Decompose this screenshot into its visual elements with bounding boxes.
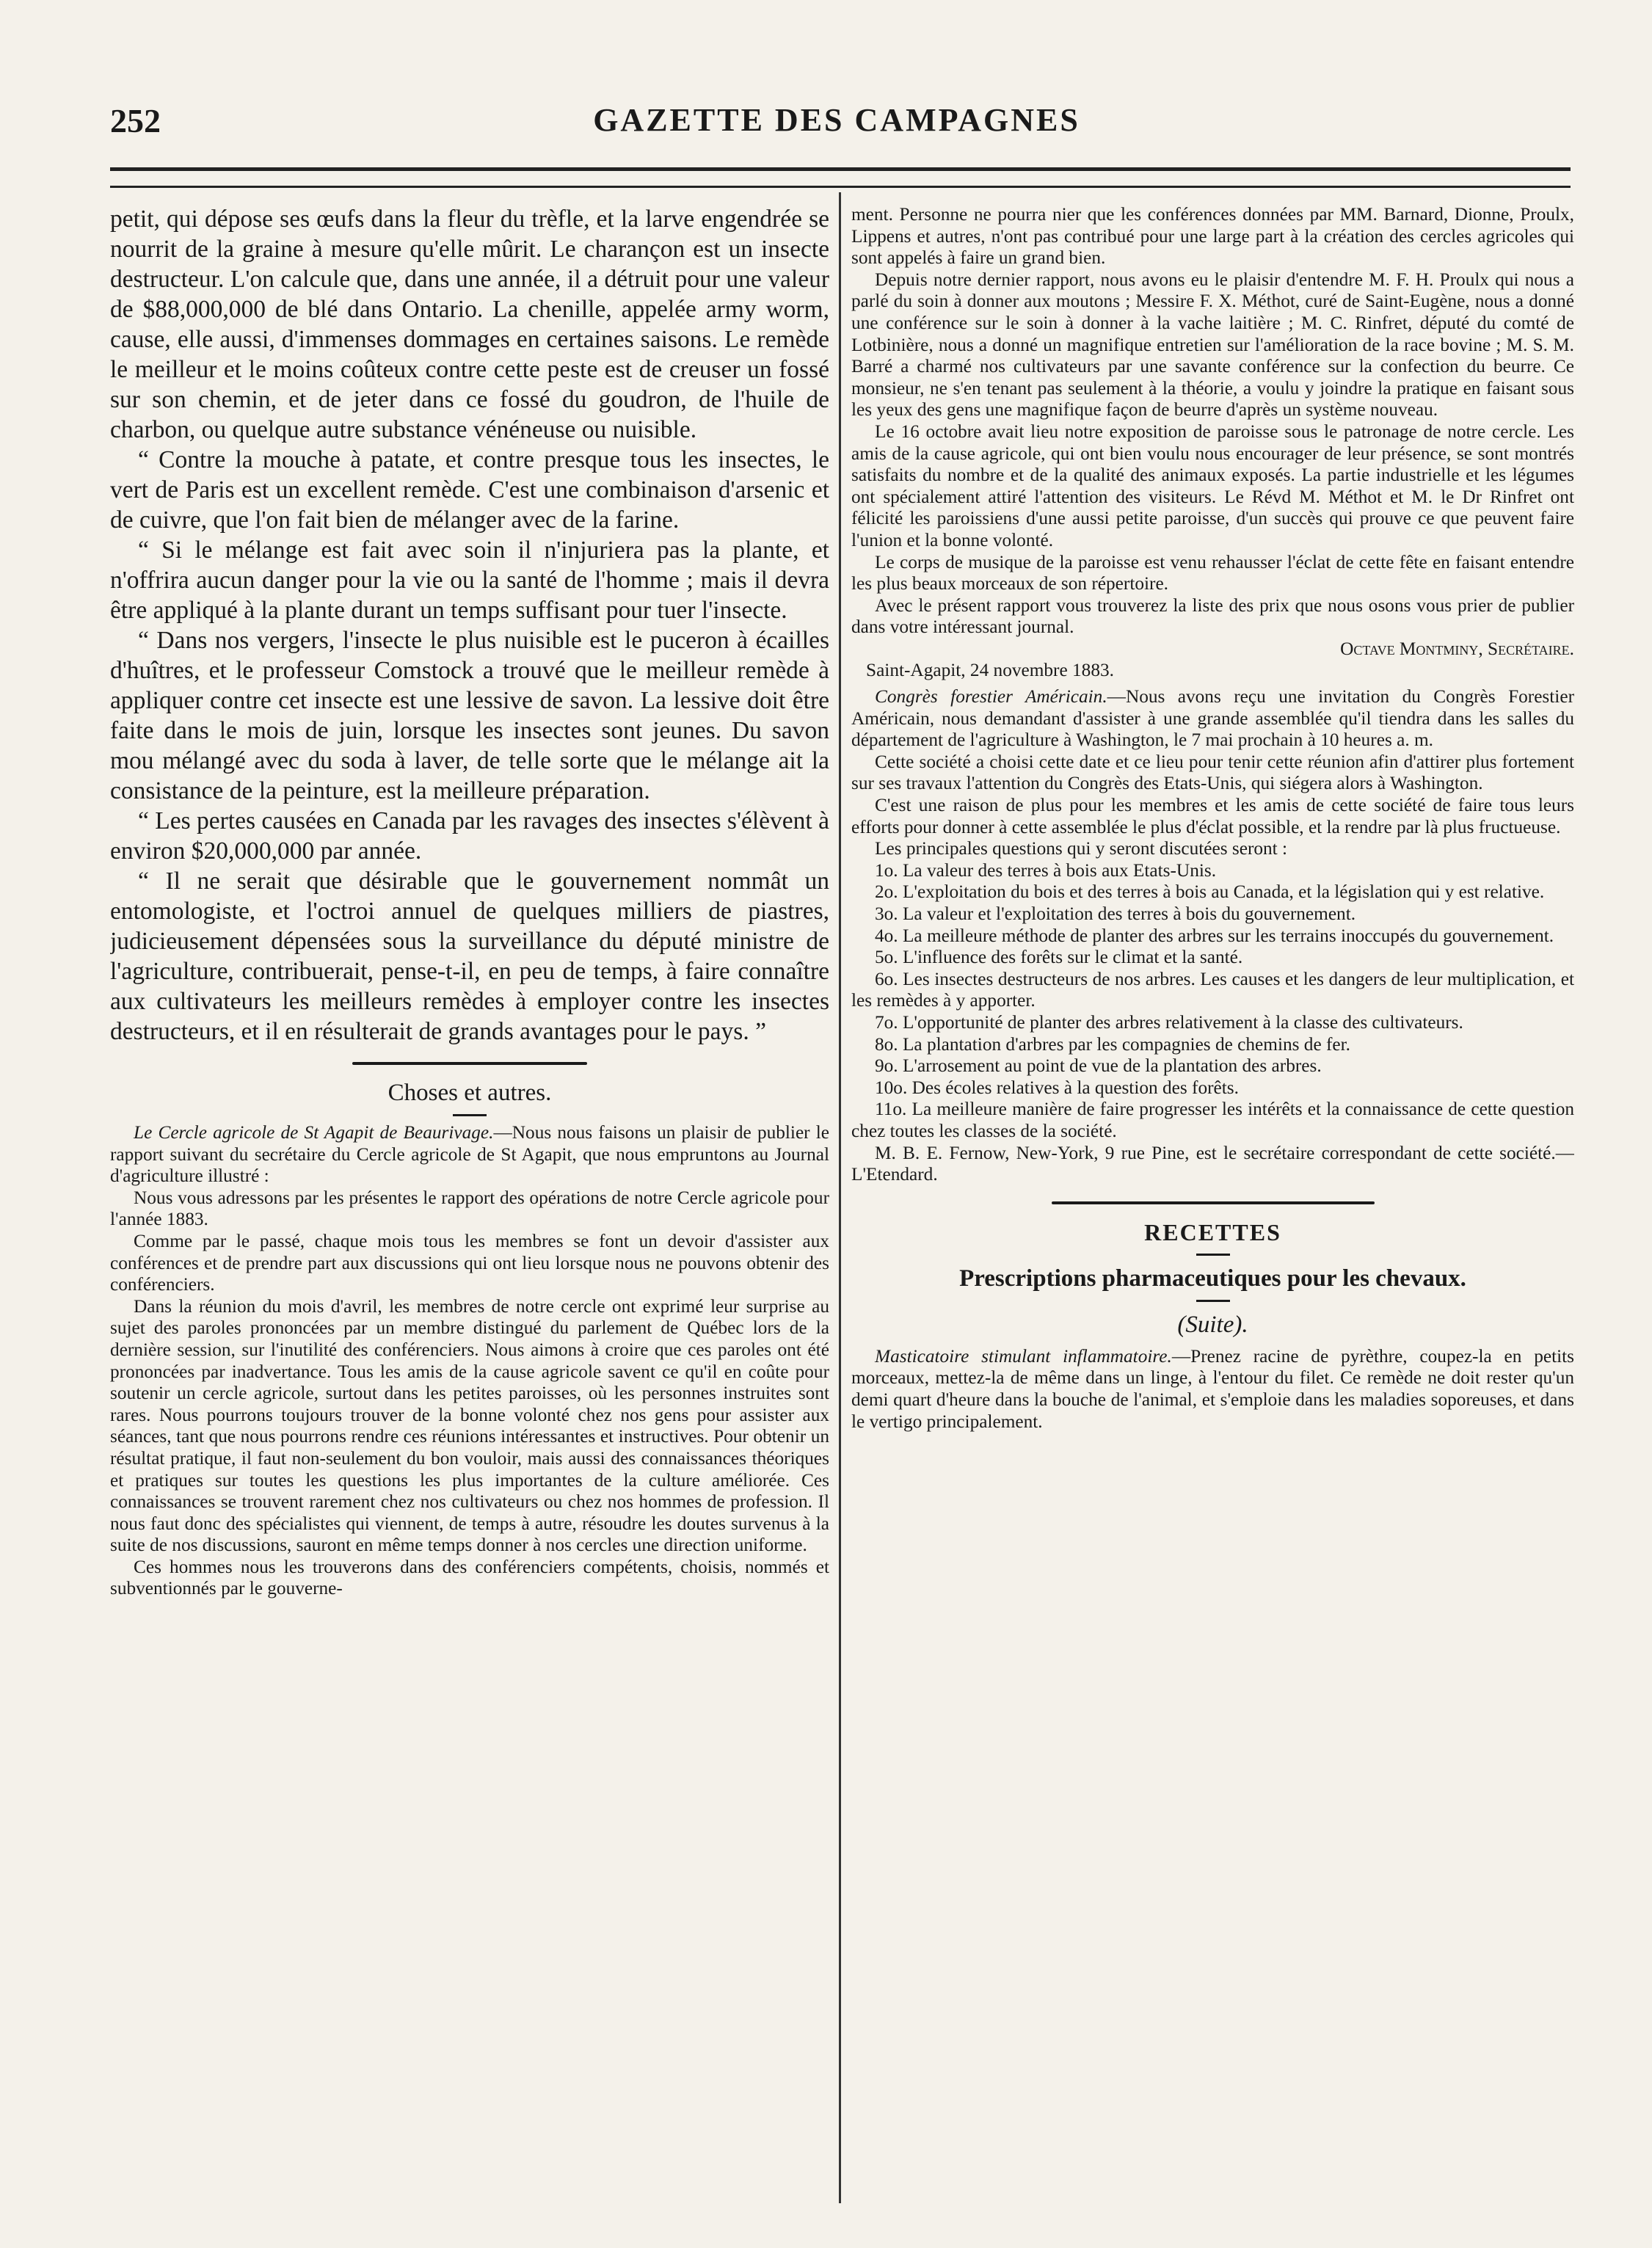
title-rule [1196,1254,1230,1256]
article-paragraph: “ Si le mélange est fait avec soin il n'injuriera pas la plante, et n'offrira aucun danger pour la vie ou la santé de l'homme ; mais il devra être appliqué à la plante durant un temps suffisant pour tuer l'insecte. [110,536,829,624]
section-title: RECETTES [1144,1218,1281,1245]
article-paragraph: “ Les pertes causées en Canada par les ravages des insectes s'élèvent à environ $20,000,000 par année. [110,807,829,865]
running-title: GAZETTE DES CAMPAGNES [593,102,1080,138]
article-paragraph: C'est une raison de plus pour les membres et les amis de cette société de faire tous leurs efforts pour donner à cette assemblée le plus d'éclat possible, et la rendre par là plus fructueuse. [851,795,1574,837]
article-paragraph: Le 16 octobre avait lieu notre exposition de paroisse sous le patronage de notre cercle. Les amis de la cause agricole, qui ont bien voulu nous encourager de leur présence, se sont montrés satisfaits du nombre et de la qualité des animaux exposés. La partie industrielle et les légumes ont spécialement attiré l'attention des visiteurs. Le Révd M. Méthot et M. le Dr Rinfret ont félicité les paroissiens d'une aussi petite paroisse, d'un succès qui prouve ce que peuvent faire l'union et la bonne volonté. [851,421,1574,550]
article-paragraph: Masticatoire stimulant inflammatoire.—Prenez racine de pyrèthre, coupez-la en petits morceaux, mettez-la de même dans un linge, à l'entour du filet. Ce remède ne doit rester qu'un demi quart d'heure dans la bouche de l'animal, et s'emploie dans les maladies soporeuses, et dans le vertigo principalement. [851,1345,1574,1432]
page-number: 252 [110,102,161,139]
article-paragraph: Congrès forestier Américain.—Nous avons reçu une invitation du Congrès Forestier Américain, nous demandant d'assister à une grande assemblée qu'il tiendra dans les salles du département de l'agriculture à Washington, le 7 mai prochain à 10 heures a. m. [851,686,1574,751]
article-paragraph: Les principales questions qui y seront discutées seront : [875,838,1288,859]
page-header [110,101,1563,145]
article-paragraph: Ces hommes nous les trouverons dans des conférenciers compétents, choisis, nommés et subventionnés par le gouverne- [110,1556,829,1599]
paragraph-lead: Masticatoire stimulant inflammatoire. [875,1345,1172,1367]
subsection-subtitle: (Suite). [1177,1311,1248,1338]
article-paragraph: ment. Personne ne pourra nier que les conférences données par MM. Barnard, Dionne, Proulx, Lippens et autres, n'ont pas contribué pour une large part à la création des cercles agricoles qui sont appelés à faire un grand bien. [851,204,1574,269]
list-item: 2o. L'exploitation du bois et des terres à bois au Canada, et la législation qui y est relative. [875,881,1545,903]
list-item: 4o. La meilleure méthode de planter des arbres sur les terrains inoccupés du gouvernement. [875,925,1554,946]
list-item: 6o. Les insectes destructeurs de nos arbres. Les causes et les dangers de leur multiplication, et les remèdes à y apporter. [851,968,1574,1011]
title-rule [453,1114,487,1116]
article-paragraph: Depuis notre dernier rapport, nous avons eu le plaisir d'entendre M. F. H. Proulx qui nous a parlé du soin à donner aux moutons ; Messire F. X. Méthot, curé de Saint-Eugène, nous a donné une conférence sur le soin à donner à la vache laitière ; M. C. Rinfret, député du comté de Lotbinière, nous a donné un magnifique entretien sur l'amélioration de la race bovine ; M. S. M. Barré a charmé nos cultivateurs par une savante conférence sur la confection du beurre. Ce monsieur, ne s'en tenant pas seulement à la théorie, a voulu y joindre la pratique en faisant sous les yeux des gens une magnifique façon de beurre d'après un système nouveau. [851,269,1574,421]
article-paragraph: M. B. E. Fernow, New-York, 9 rue Pine, est le secrétaire correspondant de cette société.—L'Etendard. [851,1142,1574,1185]
title-rule [1196,1300,1230,1302]
article-paragraph: “ Dans nos vergers, l'insecte le plus nuisible est le puceron à écailles d'huîtres, et le professeur Comstock a trouvé que le meilleur remède à appliquer contre cet insecte est une lessive de savon. La lessive doit être faite dans le mois de juin, lorsque les insectes sont jeunes. Du savon mou mélangé avec du soda à laver, de telle sorte que le mélange ait la consistance de la peinture, est la meilleure préparation. [110,627,829,804]
article-paragraph: Nous vous adressons par les présentes le rapport des opérations de notre Cercle agricole pour l'année 1883. [110,1187,829,1230]
list-item: 10o. Des écoles relatives à la question des forêts. [875,1077,1239,1098]
article-paragraph: Le corps de musique de la paroisse est venu rehausser l'éclat de cette fête en faisant entendre les plus beaux morceaux de son répertoire. [851,551,1574,594]
article-paragraph: “ Contre la mouche à patate, et contre presque tous les insectes, le vert de Paris est un excellent remède. C'est une combinaison d'arsenic et de cuivre, que l'on fait bien de mélanger avec de la farine. [110,446,829,534]
paragraph-lead: Le Cercle agricole de St Agapit de Beaurivage. [134,1122,494,1143]
list-item: 11o. La meilleure manière de faire progresser les intérêts et la connaissance de cette question chez toutes les classes de la société. [851,1099,1574,1141]
subsection-title: Prescriptions pharmaceutiques pour les chevaux. [959,1265,1466,1292]
article-paragraph: Avec le présent rapport vous trouverez la liste des prix que nous osons vous prier de publier dans votre intéressant journal. [851,594,1574,638]
article-paragraph: Dans la réunion du mois d'avril, les membres de notre cercle ont exprimé leur surprise au sujet des paroles prononcées par un membre distingué du parlement de Québec lors de la dernière session, sur l'inutilité des conférenciers. Nous aimons à croire que ces paroles ont été prononcées par inadvertance. Tous les amis de la cause agricole savent ce qu'il en coûte pour soutenir un cercle agricole, surtout dans les petites paroisses, où les personnes instruites sont rares. Nous pourrons toujours trouver de la bonne volonté chez nos gens pour assister aux séances, tant que nous pourrons rendre ces réunions intéressantes et instructives. Pour obtenir un résultat pratique, il faut non-seulement du bon vouloir, mais aussi des connaissances théoriques et pratiques sur toutes les questions les plus importantes de la culture améliorée. Ces connaissances se trouvent rarement chez nos cultivateurs ou chez nos hommes de profession. Il nous faut donc des spécialistes qui viennent, de temps à autre, résoudre les doutes survenus à la suite de nos discussions, sauront en même temps donner à nos cercles une direction uniforme. [110,1295,829,1556]
section-title: Choses et autres. [387,1080,552,1106]
article-paragraph: Le Cercle agricole de St Agapit de Beaurivage.—Nous nous faisons un plaisir de publier le rapport suivant du secrétaire du Cercle agricole de St Agapit, que nous empruntons au Journal d'agriculture illustré : [110,1122,829,1187]
column-divider [839,192,841,2203]
list-item: 8o. La plantation d'arbres par les compagnies de chemins de fer. [875,1033,1350,1055]
article-paragraph: “ Il ne serait que désirable que le gouvernement nommât un entomologiste, et l'octroi annuel de quelques milliers de piastres, judicieusement dépensées sous la surveillance du député ministre de l'agriculture, contribuerait, pense-t-il, en peu de temps, à faire connaître aux cultivateurs les meilleurs remèdes à employer contre les insectes destructeurs, et il en résulterait de grands avantages pour le pays. ” [110,867,829,1045]
section-ornament [352,1060,587,1067]
list-item: 5o. L'influence des forêts sur le climat et la santé. [875,947,1243,968]
section-ornament [1052,1199,1375,1207]
list-item: 1o. La valeur des terres à bois aux Etats-Unis. [875,859,1217,881]
list-item: 9o. L'arrosement au point de vue de la plantation des arbres. [875,1055,1322,1077]
right-column [851,204,1574,2215]
header-rule [110,167,1571,188]
article-paragraph: petit, qui dépose ses œufs dans la fleur du trèfle, et la larve engendrée se nourrit de la graine à mesure qu'elle mûrit. Le charançon est un insecte destructeur. L'on calcule que, dans une année, il a détruit pour une valeur de $88,000,000 de blé dans Ontario. La chenille, appelée army worm, cause, elle aussi, d'immenses dommages en certaines saisons. Le remède le meilleur et le moins coûteux contre cette peste est de creuser un fossé sur son chemin, et de jeter dans ce fossé du goudron, de l'huile de charbon, ou quelque autre substance vénéneuse ou nuisible. [110,205,829,443]
dateline: Saint-Agapit, 24 novembre 1883. [866,660,1114,681]
list-item: 7o. L'opportunité de planter des arbres relativement à la classe des cultivateurs. [875,1011,1463,1033]
list-item: 3o. La valeur et l'exploitation des terres à bois du gouvernement. [875,903,1356,924]
article-paragraph: Cette société a choisi cette date et ce lieu pour tenir cette réunion afin d'attirer plus fortement sur ses travaux l'attention du Congrès des Etats-Unis, qui siégera alors à Washington. [851,751,1574,794]
paragraph-lead: Congrès forestier Américain. [875,686,1107,707]
left-column [110,204,829,2215]
signature: Octave Montminy, Secrétaire. [1340,638,1574,659]
article-paragraph: Comme par le passé, chaque mois tous les membres se font un devoir d'assister aux conférences et de prendre part aux discussions qui ont lieu lorsque nous ne pouvons obtenir des conférenciers. [110,1230,829,1295]
